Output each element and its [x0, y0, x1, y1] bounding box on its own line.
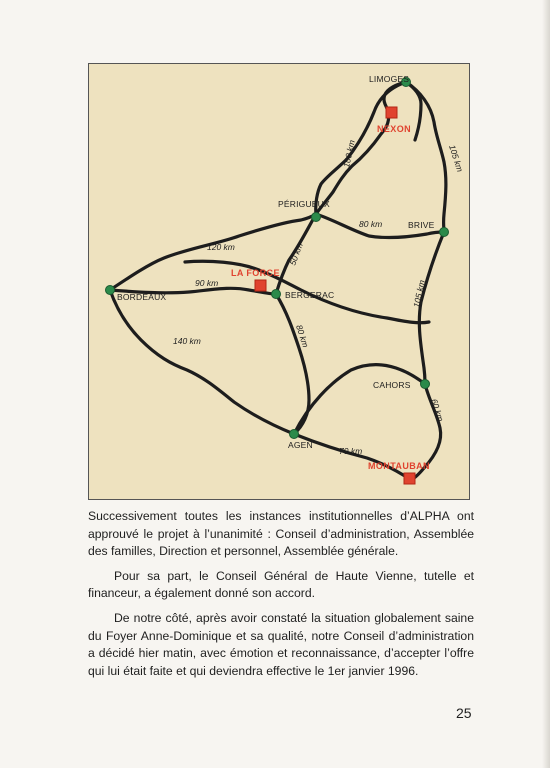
city-label-bordeaux: BORDEAUX	[117, 292, 167, 302]
road-agen-cahors-middle	[294, 365, 425, 434]
paragraph-1: Successivement toutes les instances institutionnelles d’ALPHA ont approuvé le projet à l’unanimité : Conseil d’administration, Assemblée des familles, Direction et personnel, Assemblée générale.	[88, 509, 474, 559]
roads	[110, 82, 446, 480]
distance-perigueux-bergerac: 50 km	[287, 241, 305, 267]
site-marker-la-force	[255, 280, 266, 291]
site-marker-nexon	[386, 107, 397, 118]
city-label-limoges: LIMOGES	[369, 74, 410, 84]
road-bordeaux-agen	[110, 290, 294, 434]
paragraph-3: De notre côté, après avoir constaté la situation globalement saine du Foyer Anne-Dominique et sa qualité, notre Conseil d’administration a décidé hier matin, avec émotion et reconnaissance, d’accepter l’offre qui lui était faite et qui deviendra effective le 1er janvier 1996.	[88, 610, 474, 678]
road-brive-cahors	[419, 232, 444, 384]
road-limoges-brive	[406, 82, 446, 232]
road-limoges-nexon-perigueux	[316, 82, 406, 214]
site-label-montauban: MONTAUBAN	[368, 461, 430, 471]
body-text	[88, 508, 474, 687]
distance-bordeaux-agen: 140 km	[173, 336, 201, 346]
road-bergerac-agen	[276, 294, 309, 434]
site-label-nexon: NEXON	[377, 124, 412, 134]
city-label-agen: AGEN	[288, 440, 313, 450]
site-marker-montauban	[404, 473, 415, 484]
city-label-bergerac: BERGERAC	[285, 290, 335, 300]
page-number: 25	[456, 705, 472, 721]
city-label-cahors: CAHORS	[373, 380, 411, 390]
city-dot-perigueux	[312, 213, 321, 222]
city-dot-bergerac	[272, 290, 281, 299]
city-dot-brive	[440, 228, 449, 237]
distance-bordeaux-perigueux: 120 km	[207, 242, 235, 252]
distance-limoges-brive: 105 km	[447, 143, 466, 174]
site-label-la-force: LA FORCE	[231, 268, 280, 278]
distance-bergerac-agen: 80 km	[294, 323, 311, 349]
paragraph-2: Pour sa part, le Conseil Général de Haute Vienne, tutelle et financeur, a également donné son accord.	[88, 568, 474, 601]
city-dot-agen	[290, 430, 299, 439]
distance-limoges-perigueux: 100 km	[341, 139, 357, 169]
road-limoges-perigueux-west	[316, 82, 406, 214]
distance-bordeaux-bergerac: 90 km	[195, 278, 219, 288]
city-label-brive: BRIVE	[408, 220, 435, 230]
distance-brive-cahors: 105 km	[411, 279, 427, 309]
city-dot-cahors	[421, 380, 430, 389]
city-label-perigueux: PÉRIGUEUX	[278, 199, 330, 209]
map-svg	[89, 64, 470, 500]
distance-perigueux-brive: 80 km	[359, 219, 383, 229]
route-map	[88, 63, 470, 500]
city-dot-bordeaux	[106, 286, 115, 295]
distance-cahors-montauban: 60 km	[429, 397, 446, 423]
distance-agen-montauban: 70 km	[339, 446, 363, 456]
page-edge-shadow	[542, 0, 550, 768]
